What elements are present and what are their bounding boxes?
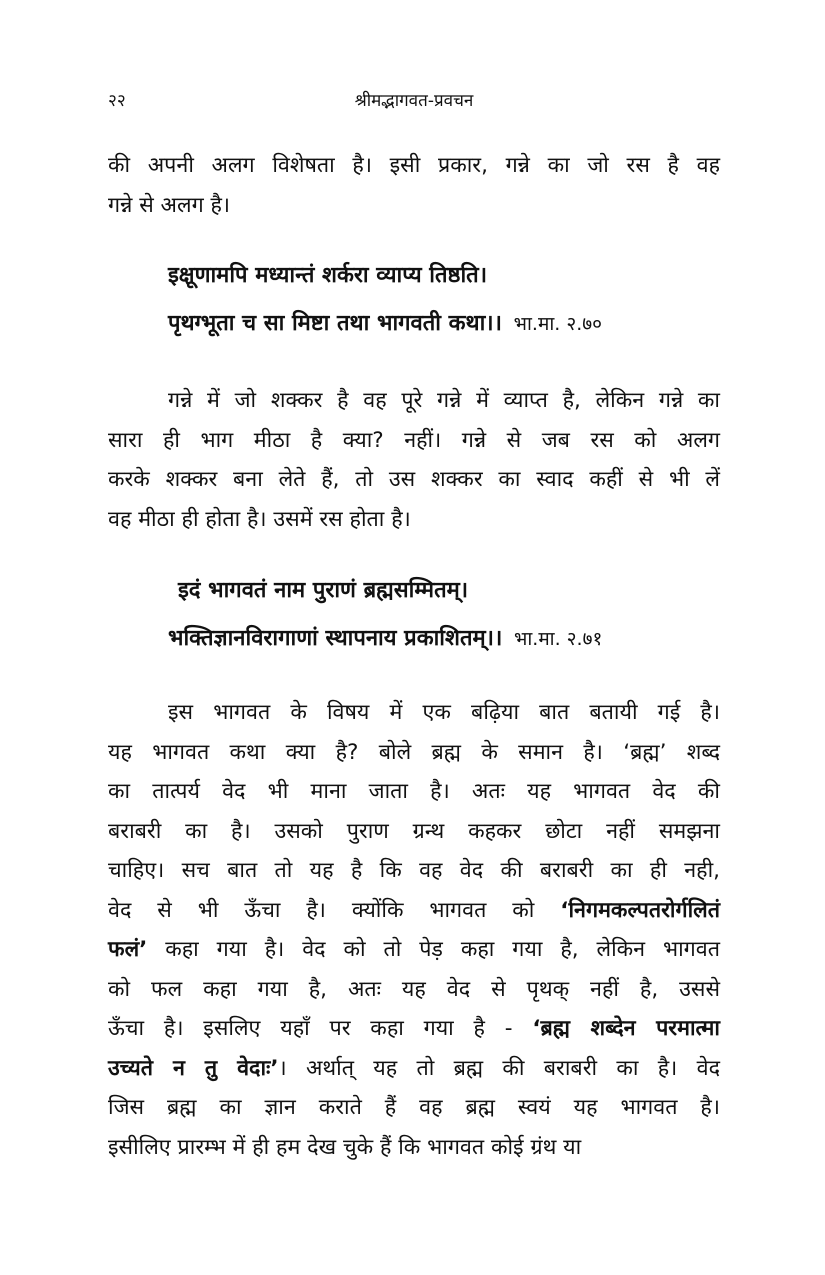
verse-1 <box>168 252 728 348</box>
verse-line-with-ref <box>168 300 728 348</box>
text-line: की अपनी अलग विशेषता है। इसी प्रकार, गन्ने का जो रस है वह <box>108 153 720 178</box>
verse-2 <box>168 567 738 663</box>
page-number: २२ <box>108 91 126 111</box>
text-line: यह भागवत कथा क्या है? बोले ब्रह्म के समान है। ‘ब्रह्म’ शब्द <box>108 739 720 765</box>
bold-quote: फलं’ <box>108 937 148 962</box>
bold-quote: ‘ब्रह्म शब्देन परमात्मा <box>532 1016 720 1041</box>
page-header <box>108 88 720 118</box>
text-line: बराबरी का है। उसको पुराण ग्रन्थ कहकर छोटा नहीं समझना <box>108 818 720 844</box>
text-line: जिस ब्रह्म का ज्ञान कराते हैं वह ब्रह्म स्वयं यह भागवत है। <box>108 1095 720 1120</box>
text-line: करके शक्कर बना लेते हैं, तो उस शक्कर का स्वाद कहीं से भी लें <box>108 467 720 492</box>
verse-line: इक्षूणामपि मध्यान्तं शर्करा व्याप्य तिष्ठति। <box>168 263 488 288</box>
verse-line: भक्तिज्ञानविरागाणां स्थापनाय प्रकाशितम्।। <box>168 626 503 651</box>
text-line: गन्ने से अलग है। <box>108 192 231 218</box>
text-line: वह मीठा ही होता है। उसमें रस होता है। <box>108 506 411 532</box>
bold-quote: उच्यते न तु वेदाः’ <box>108 1055 279 1081</box>
verse-reference: भा.मा. २.७० <box>513 313 603 335</box>
text-line: गन्ने में जो शक्कर है वह पूरे गन्ने में व्याप्त है, लेकिन गन्ने का <box>168 388 720 413</box>
paragraph-3 <box>108 693 720 1167</box>
text-segment: कहा गया है। वेद को तो पेड़ कहा गया है, लेकिन भागवत <box>165 937 720 962</box>
paragraph-2 <box>108 381 720 539</box>
text-line <box>108 1009 720 1049</box>
verse-line: इदं भागवतं नाम पुराणं ब्रह्मसम्मितम्। <box>178 578 469 603</box>
text-segment: वेद से भी ऊँचा है। क्योंकि भागवत को <box>108 897 535 923</box>
text-line: सारा ही भाग मीठा है क्या? नहीं। गन्ने से जब रस को अलग <box>108 427 720 453</box>
text-line: का तात्पर्य वेद भी माना जाता है। अतः यह भागवत वेद की <box>108 779 720 804</box>
paragraph-1 <box>108 146 720 225</box>
text-segment: । अर्थात् यह तो ब्रह्म की बराबरी का है। वेद <box>278 1055 720 1081</box>
text-line: इस भागवत के विषय में एक बढ़िया बात बतायी गई है। <box>168 700 720 725</box>
text-segment: ऊँचा है। इसलिए यहाँ पर कहा गया है - <box>108 1016 513 1041</box>
text-line: इसीलिए प्रारम्भ में ही हम देख चुके हैं कि भागवत कोई ग्रंथ या <box>108 1134 582 1160</box>
text-line <box>108 930 720 970</box>
verse-line-with-ref <box>168 615 738 663</box>
text-line: को फल कहा गया है, अतः यह वेद से पृथक् नहीं है, उससे <box>108 976 720 1002</box>
text-line <box>108 891 720 931</box>
text-line: चाहिए। सच बात तो यह है कि वह वेद की बराबरी का ही नही, <box>108 858 720 883</box>
text-line <box>108 1049 720 1089</box>
verse-reference: भा.मा. २.७१ <box>514 628 603 650</box>
verse-line: पृथग्भूता च सा मिष्टा तथा भागवती कथा।। <box>168 311 502 336</box>
bold-quote: ‘निगमकल्पतरोर्गलितं <box>560 897 720 923</box>
running-title: श्रीमद्भागवत-प्रवचन <box>354 91 474 111</box>
